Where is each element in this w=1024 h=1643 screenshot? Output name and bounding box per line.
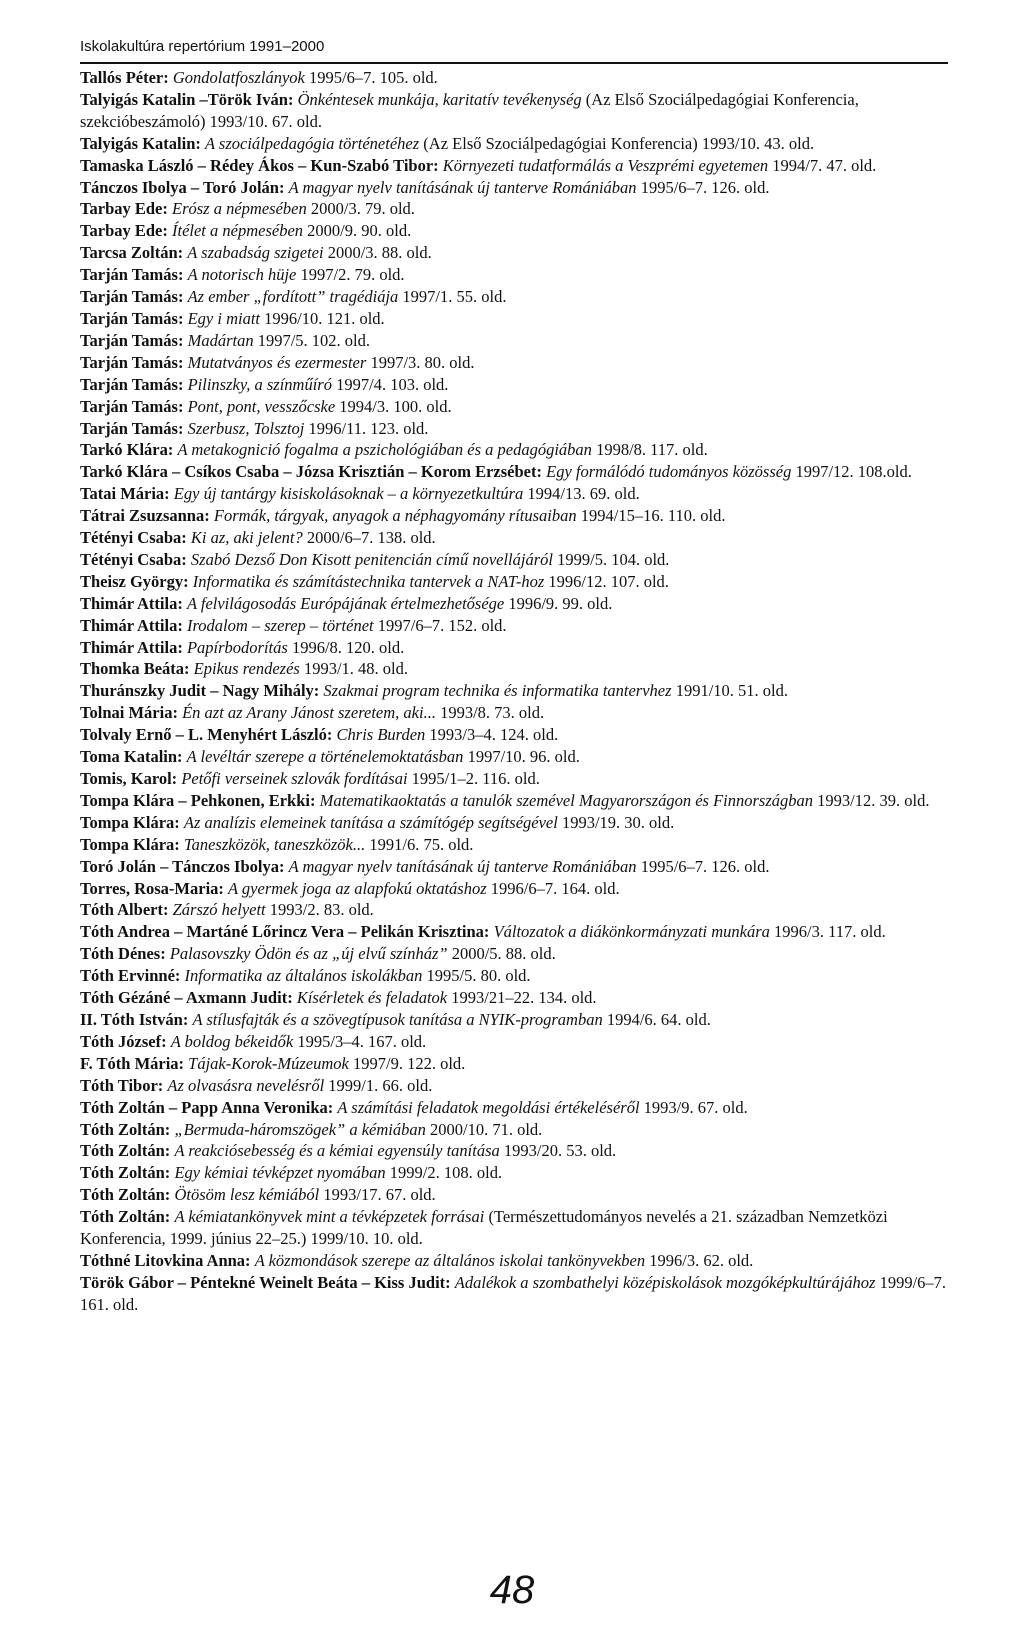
entry-title: Szakmai program technika és informatika tantervhez (323, 681, 672, 701)
entry-citation: (Az Első Szociálpedagógiai Konferencia) 1993/10. 43. old. (419, 133, 815, 153)
entry-citation: (Az Első Szociálpedagógiai Konferencia, szekcióbeszámoló) 1993/10. 67. old. (80, 89, 859, 131)
entry-title: A boldog békeidők (170, 1031, 294, 1051)
entry-citation: 1993/9. 67. old. (639, 1097, 748, 1117)
bibliography-entry (80, 527, 948, 549)
bibliography-entry (80, 1250, 948, 1272)
entry-author: Tóth Zoltán – Papp Anna Veronika: (80, 1097, 334, 1117)
entry-author: Tóth Tibor: (80, 1075, 164, 1095)
entry-title: Erósz a népmesében (172, 199, 307, 219)
entry-title: Matematikaoktatás a tanulók szemével Magyarországon és Finnországban (319, 790, 814, 810)
entry-title: Ötösöm lesz kémiából (174, 1185, 320, 1205)
bibliography-entry (80, 396, 948, 418)
entry-author: Tomis, Karol: (80, 769, 178, 788)
entry-title: Taneszközök, taneszközök... (183, 834, 366, 854)
entry-citation: 1995/6–7. 126. old. (636, 856, 770, 876)
entry-citation: 1996/11. 123. old. (304, 418, 429, 438)
entry-title: Az olvasásra nevelésről (167, 1075, 325, 1095)
entry-author: Tarján Tamás: (80, 330, 184, 350)
entry-citation: 2000/3. 79. old. (306, 199, 415, 219)
entry-title: Az analízis elemeinek tanítása a számítógép segítségével (183, 812, 558, 832)
entry-title: A felvilágosodás Európájának értelmezhetősége (186, 593, 505, 613)
bibliography-entry (80, 483, 948, 505)
entry-citation: 1996/10. 121. old. (260, 308, 385, 328)
entry-author: Tóth Dénes: (80, 944, 166, 964)
entry-author: Tétényi Csaba: (80, 549, 187, 569)
entry-author: Tolvaly Ernő – L. Menyhért László: (80, 725, 333, 745)
bibliography-entry (80, 439, 948, 461)
entry-title: A szociálpedagógia történetéhez (205, 133, 420, 153)
bibliography-entry (80, 1053, 948, 1075)
entry-citation: 1999/1. 66. old. (324, 1075, 433, 1095)
bibliography-entry (80, 1162, 948, 1184)
bibliography-list (80, 67, 948, 1316)
entry-citation: 1993/8. 73. old. (435, 703, 545, 723)
bibliography-entry (80, 812, 948, 834)
entry-author: Tarján Tamás: (80, 396, 184, 416)
entry-citation: 1994/15–16. 110. old. (576, 506, 726, 526)
entry-title: Egy új tantárgy kisiskolásoknak – a környezetkultúra (173, 484, 524, 504)
entry-author: Thimár Attila: (80, 593, 183, 613)
entry-title: A reakciósebesség és a kémiai egyensúly tanítása (174, 1141, 500, 1161)
entry-author: Tánczos Ibolya – Toró Jolán: (80, 177, 285, 197)
entry-title: A számítási feladatok megoldási értékeléséről (337, 1097, 640, 1117)
entry-title: Petőfi verseinek szlovák fordításai (181, 769, 408, 788)
entry-author: Tóth Ervinné: (80, 966, 181, 986)
bibliography-entry (80, 834, 948, 856)
entry-author: Thuránszky Judit – Nagy Mihály: (80, 681, 320, 701)
entry-author: Tompa Klára: (80, 812, 180, 832)
entry-author: Török Gábor – Péntekné Weinelt Beáta – Kiss Judit: (80, 1272, 451, 1292)
entry-citation: 1993/2. 83. old. (265, 900, 374, 920)
bibliography-entry (80, 155, 948, 177)
entry-citation: 1991/6. 75. old. (365, 834, 474, 854)
entry-title: Ki az, aki jelent? (190, 528, 303, 548)
bibliography-entry (80, 768, 948, 790)
bibliography-entry (80, 198, 948, 220)
entry-title: Én azt az Arany Jánost szeretem, aki... (182, 703, 436, 723)
bibliography-entry (80, 330, 948, 352)
entry-title: Változatok a diákönkormányzati munkára (493, 922, 770, 942)
entry-citation: 2000/6–7. 138. old. (302, 528, 436, 548)
entry-title: Zárszó helyett (172, 900, 266, 920)
entry-title: Szabó Dezső Don Kisott penitencián című novellájáról (190, 549, 553, 569)
entry-title: Papírbodorítás (186, 637, 288, 657)
bibliography-entry (80, 1272, 948, 1316)
entry-title: Palasovszky Ödön és az „új elvű színház” (169, 944, 448, 964)
bibliography-entry (80, 746, 948, 768)
entry-author: Tarkó Klára – Csíkos Csaba – Józsa Krisztián – Korom Erzsébet: (80, 462, 542, 482)
entry-citation: 1994/13. 69. old. (523, 484, 640, 504)
bibliography-entry (80, 724, 948, 746)
entry-citation: 1997/3. 80. old. (366, 352, 475, 372)
entry-author: Tompa Klára – Pehkonen, Erkki: (80, 790, 316, 810)
entry-author: Tarján Tamás: (80, 287, 184, 307)
entry-title: A szabadság szigetei (187, 243, 324, 263)
entry-author: Tóth József: (80, 1031, 167, 1051)
bibliography-entry (80, 549, 948, 571)
bibliography-entry (80, 921, 948, 943)
bibliography-entry (80, 702, 948, 724)
bibliography-entry (80, 1031, 948, 1053)
entry-author: Tallós Péter: (80, 68, 169, 87)
entry-title: Pont, pont, vesszőcske (187, 396, 336, 416)
entry-author: Tarbay Ede: (80, 199, 168, 219)
bibliography-entry (80, 987, 948, 1009)
entry-citation: 1997/9. 122. old. (348, 1053, 466, 1073)
bibliography-entry (80, 680, 948, 702)
entry-citation: 1996/6–7. 164. old. (486, 878, 620, 898)
bibliography-entry (80, 899, 948, 921)
bibliography-entry (80, 286, 948, 308)
entry-title: A gyermek joga az alapfokú oktatáshoz (228, 878, 487, 898)
bibliography-entry (80, 461, 948, 483)
entry-citation: 1996/9. 99. old. (504, 593, 613, 613)
entry-title: Tájak-Korok-Múzeumok (188, 1053, 349, 1073)
entry-author: Theisz György: (80, 571, 189, 591)
entry-citation: 2000/9. 90. old. (303, 221, 412, 241)
entry-citation: 1998/8. 117. old. (591, 440, 708, 460)
entry-author: Tarbay Ede: (80, 221, 168, 241)
entry-title: Kísérletek és feladatok (296, 988, 448, 1008)
bibliography-entry (80, 790, 948, 812)
entry-author: Tarján Tamás: (80, 418, 184, 438)
entry-author: Tóth Zoltán: (80, 1163, 171, 1183)
entry-citation: 1997/12. 108.old. (791, 462, 912, 482)
entry-title: Egy formálódó tudományos közösség (546, 462, 792, 482)
entry-title: Egy i miatt (187, 308, 260, 328)
entry-citation: 1996/3. 117. old. (769, 922, 886, 942)
running-header: Iskolakultúra repertórium 1991–2000 (80, 38, 325, 55)
bibliography-entry (80, 133, 948, 155)
bibliography-entry (80, 1097, 948, 1119)
entry-author: Tóth Andrea – Martáné Lőrincz Vera – Pelikán Krisztina: (80, 922, 490, 942)
entry-citation: 1993/1. 48. old. (299, 659, 408, 679)
entry-citation: 1993/21–22. 134. old. (447, 988, 597, 1008)
entry-title: A levéltár szerepe a történelemoktatásban (186, 747, 464, 767)
entry-title: A notorisch hüje (187, 265, 297, 285)
entry-title: Az ember „fordított” tragédiája (187, 287, 399, 307)
entry-citation: (Természettudományos nevelés a 21. században Nemzetközi Konferencia, 1999. június 22–25.) 1999/10. 10. old. (80, 1207, 888, 1249)
entry-author: Tompa Klára: (80, 834, 180, 854)
entry-title: A közmondások szerepe az általános iskolai tankönyvekben (254, 1250, 646, 1270)
entry-citation: 1996/8. 120. old. (287, 637, 405, 657)
entry-title: Mutatványos és ezermester (187, 352, 367, 372)
bibliography-entry (80, 264, 948, 286)
entry-citation: 1997/4. 103. old. (331, 374, 449, 394)
bibliography-entry (80, 943, 948, 965)
entry-author: Thimár Attila: (80, 637, 183, 657)
entry-author: Tóth Gézáné – Axmann Judit: (80, 988, 293, 1008)
entry-author: Talyigás Katalin –Török Iván: (80, 89, 294, 109)
entry-title: Gondolatfoszlányok (172, 68, 305, 87)
entry-title: Környezeti tudatformálás a Veszprémi egyetemen (442, 155, 769, 175)
entry-title: Formák, tárgyak, anyagok a néphagyomány rítusaiban (213, 506, 577, 526)
entry-author: Tátrai Zsuzsanna: (80, 506, 210, 526)
bibliography-entry (80, 1119, 948, 1141)
bibliography-entry (80, 615, 948, 637)
entry-author: Talyigás Katalin: (80, 133, 201, 153)
entry-citation: 1996/12. 107. old. (544, 571, 669, 591)
entry-citation: 1996/3. 62. old. (645, 1250, 754, 1270)
bibliography-entry (80, 593, 948, 615)
bibliography-entry (80, 89, 948, 133)
entry-citation: 1995/1–2. 116. old. (407, 769, 540, 788)
entry-author: Tétényi Csaba: (80, 528, 187, 548)
entry-citation: 1994/6. 64. old. (602, 1009, 711, 1029)
entry-title: A magyar nyelv tanításának új tanterve Romániában (288, 856, 637, 876)
entry-citation: 1999/2. 108. old. (385, 1163, 503, 1183)
entry-citation: 1993/19. 30. old. (557, 812, 675, 832)
entry-title: Informatika és számítástechnika tantervek a NAT-hoz (192, 571, 545, 591)
entry-author: Tarján Tamás: (80, 308, 184, 328)
entry-author: Tóth Zoltán: (80, 1141, 171, 1161)
entry-author: Thomka Beáta: (80, 659, 190, 679)
header-rule (80, 62, 948, 64)
bibliography-entry (80, 242, 948, 264)
entry-title: Adalékok a szombathelyi középiskolások mozgóképkultúrájához (454, 1272, 876, 1292)
bibliography-entry (80, 374, 948, 396)
bibliography-entry (80, 1140, 948, 1162)
entry-title: Informatika az általános iskolákban (184, 966, 423, 986)
entry-citation: 1991/10. 51. old. (671, 681, 788, 701)
entry-citation: 1997/6–7. 152. old. (373, 615, 507, 635)
bibliography-entry (80, 1009, 948, 1031)
bibliography-entry (80, 856, 948, 878)
entry-citation: 1999/6–7. 161. old. (80, 1272, 947, 1314)
bibliography-entry (80, 878, 948, 900)
entry-citation: 2000/3. 88. old. (323, 243, 432, 263)
entry-citation: 1993/3–4. 124. old. (425, 725, 559, 745)
bibliography-entry (80, 418, 948, 440)
entry-author: Tóthné Litovkina Anna: (80, 1250, 251, 1270)
entry-title: Egy kémiai tévképzet nyomában (174, 1163, 386, 1183)
bibliography-entry (80, 67, 948, 89)
entry-author: Thimár Attila: (80, 615, 183, 635)
entry-author: Tamaska László – Rédey Ákos – Kun-Szabó Tibor: (80, 155, 439, 175)
entry-author: Tolnai Mária: (80, 703, 178, 723)
entry-author: Tarkó Klára: (80, 440, 174, 460)
page-number: 48 (489, 1568, 535, 1612)
entry-title: A stílusfajták és a szövegtípusok tanítása a NYIK-programban (192, 1009, 603, 1029)
bibliography-entry (80, 177, 948, 199)
entry-author: Tóth Zoltán: (80, 1119, 171, 1139)
entry-citation: 1995/3–4. 167. old. (293, 1031, 427, 1051)
bibliography-entry (80, 637, 948, 659)
bibliography-entry (80, 1184, 948, 1206)
entry-title: Epikus rendezés (193, 659, 300, 679)
entry-title: Irodalom – szerep – történet (186, 615, 374, 635)
bibliography-entry (80, 571, 948, 593)
entry-title: A metakognició fogalma a pszichológiában és a pedagógiában (177, 440, 592, 460)
entry-title: Szerbusz, Tolsztoj (187, 418, 305, 438)
entry-author: II. Tóth István: (80, 1009, 189, 1029)
entry-citation: 2000/10. 71. old. (425, 1119, 543, 1139)
entry-title: Ítélet a népmesében (172, 221, 304, 241)
entry-author: Toró Jolán – Tánczos Ibolya: (80, 856, 285, 876)
entry-title: „Bermuda-háromszögek” a kémiában (174, 1119, 426, 1139)
entry-citation: 1997/10. 96. old. (463, 747, 580, 767)
entry-citation: 1999/5. 104. old. (552, 549, 670, 569)
bibliography-entry (80, 220, 948, 242)
entry-author: Tóth Albert: (80, 900, 169, 920)
entry-author: Tarján Tamás: (80, 352, 184, 372)
entry-citation: 1995/5. 80. old. (422, 966, 531, 986)
entry-author: Tarcsa Zoltán: (80, 243, 184, 263)
entry-citation: 1993/12. 39. old. (813, 790, 930, 810)
entry-title: Pilinszky, a színműíró (187, 374, 332, 394)
entry-author: Tarján Tamás: (80, 374, 184, 394)
bibliography-entry (80, 505, 948, 527)
entry-citation: 1993/20. 53. old. (499, 1141, 617, 1161)
entry-citation: 1997/1. 55. old. (398, 287, 507, 307)
entry-author: F. Tóth Mária: (80, 1053, 185, 1073)
entry-citation: 1997/2. 79. old. (296, 265, 405, 285)
entry-title: Önkéntesek munkája, karitatív tevékenység (297, 89, 582, 109)
entry-citation: 1995/6–7. 105. old. (304, 68, 438, 87)
entry-title: Madártan (187, 330, 254, 350)
bibliography-entry (80, 352, 948, 374)
entry-author: Tóth Zoltán: (80, 1185, 171, 1205)
entry-citation: 1994/3. 100. old. (335, 396, 452, 416)
entry-citation: 1993/17. 67. old. (319, 1185, 436, 1205)
entry-citation: 2000/5. 88. old. (447, 944, 556, 964)
entry-author: Tarján Tamás: (80, 265, 184, 285)
entry-citation: 1994/7. 47. old. (768, 155, 877, 175)
bibliography-entry (80, 1075, 948, 1097)
entry-citation: 1997/5. 102. old. (253, 330, 371, 350)
bibliography-entry (80, 658, 948, 680)
entry-title: A kémiatankönyvek mint a tévképzetek forrásai (174, 1207, 485, 1227)
entry-citation: 1995/6–7. 126. old. (636, 177, 770, 197)
entry-title: Chris Burden (336, 725, 426, 745)
bibliography-entry (80, 308, 948, 330)
entry-title: A magyar nyelv tanításának új tanterve Romániában (288, 177, 637, 197)
bibliography-entry (80, 965, 948, 987)
entry-author: Torres, Rosa-Maria: (80, 878, 224, 898)
entry-author: Tatai Mária: (80, 484, 170, 504)
entry-author: Toma Katalin: (80, 747, 183, 767)
entry-author: Tóth Zoltán: (80, 1207, 171, 1227)
bibliography-entry (80, 1206, 948, 1250)
